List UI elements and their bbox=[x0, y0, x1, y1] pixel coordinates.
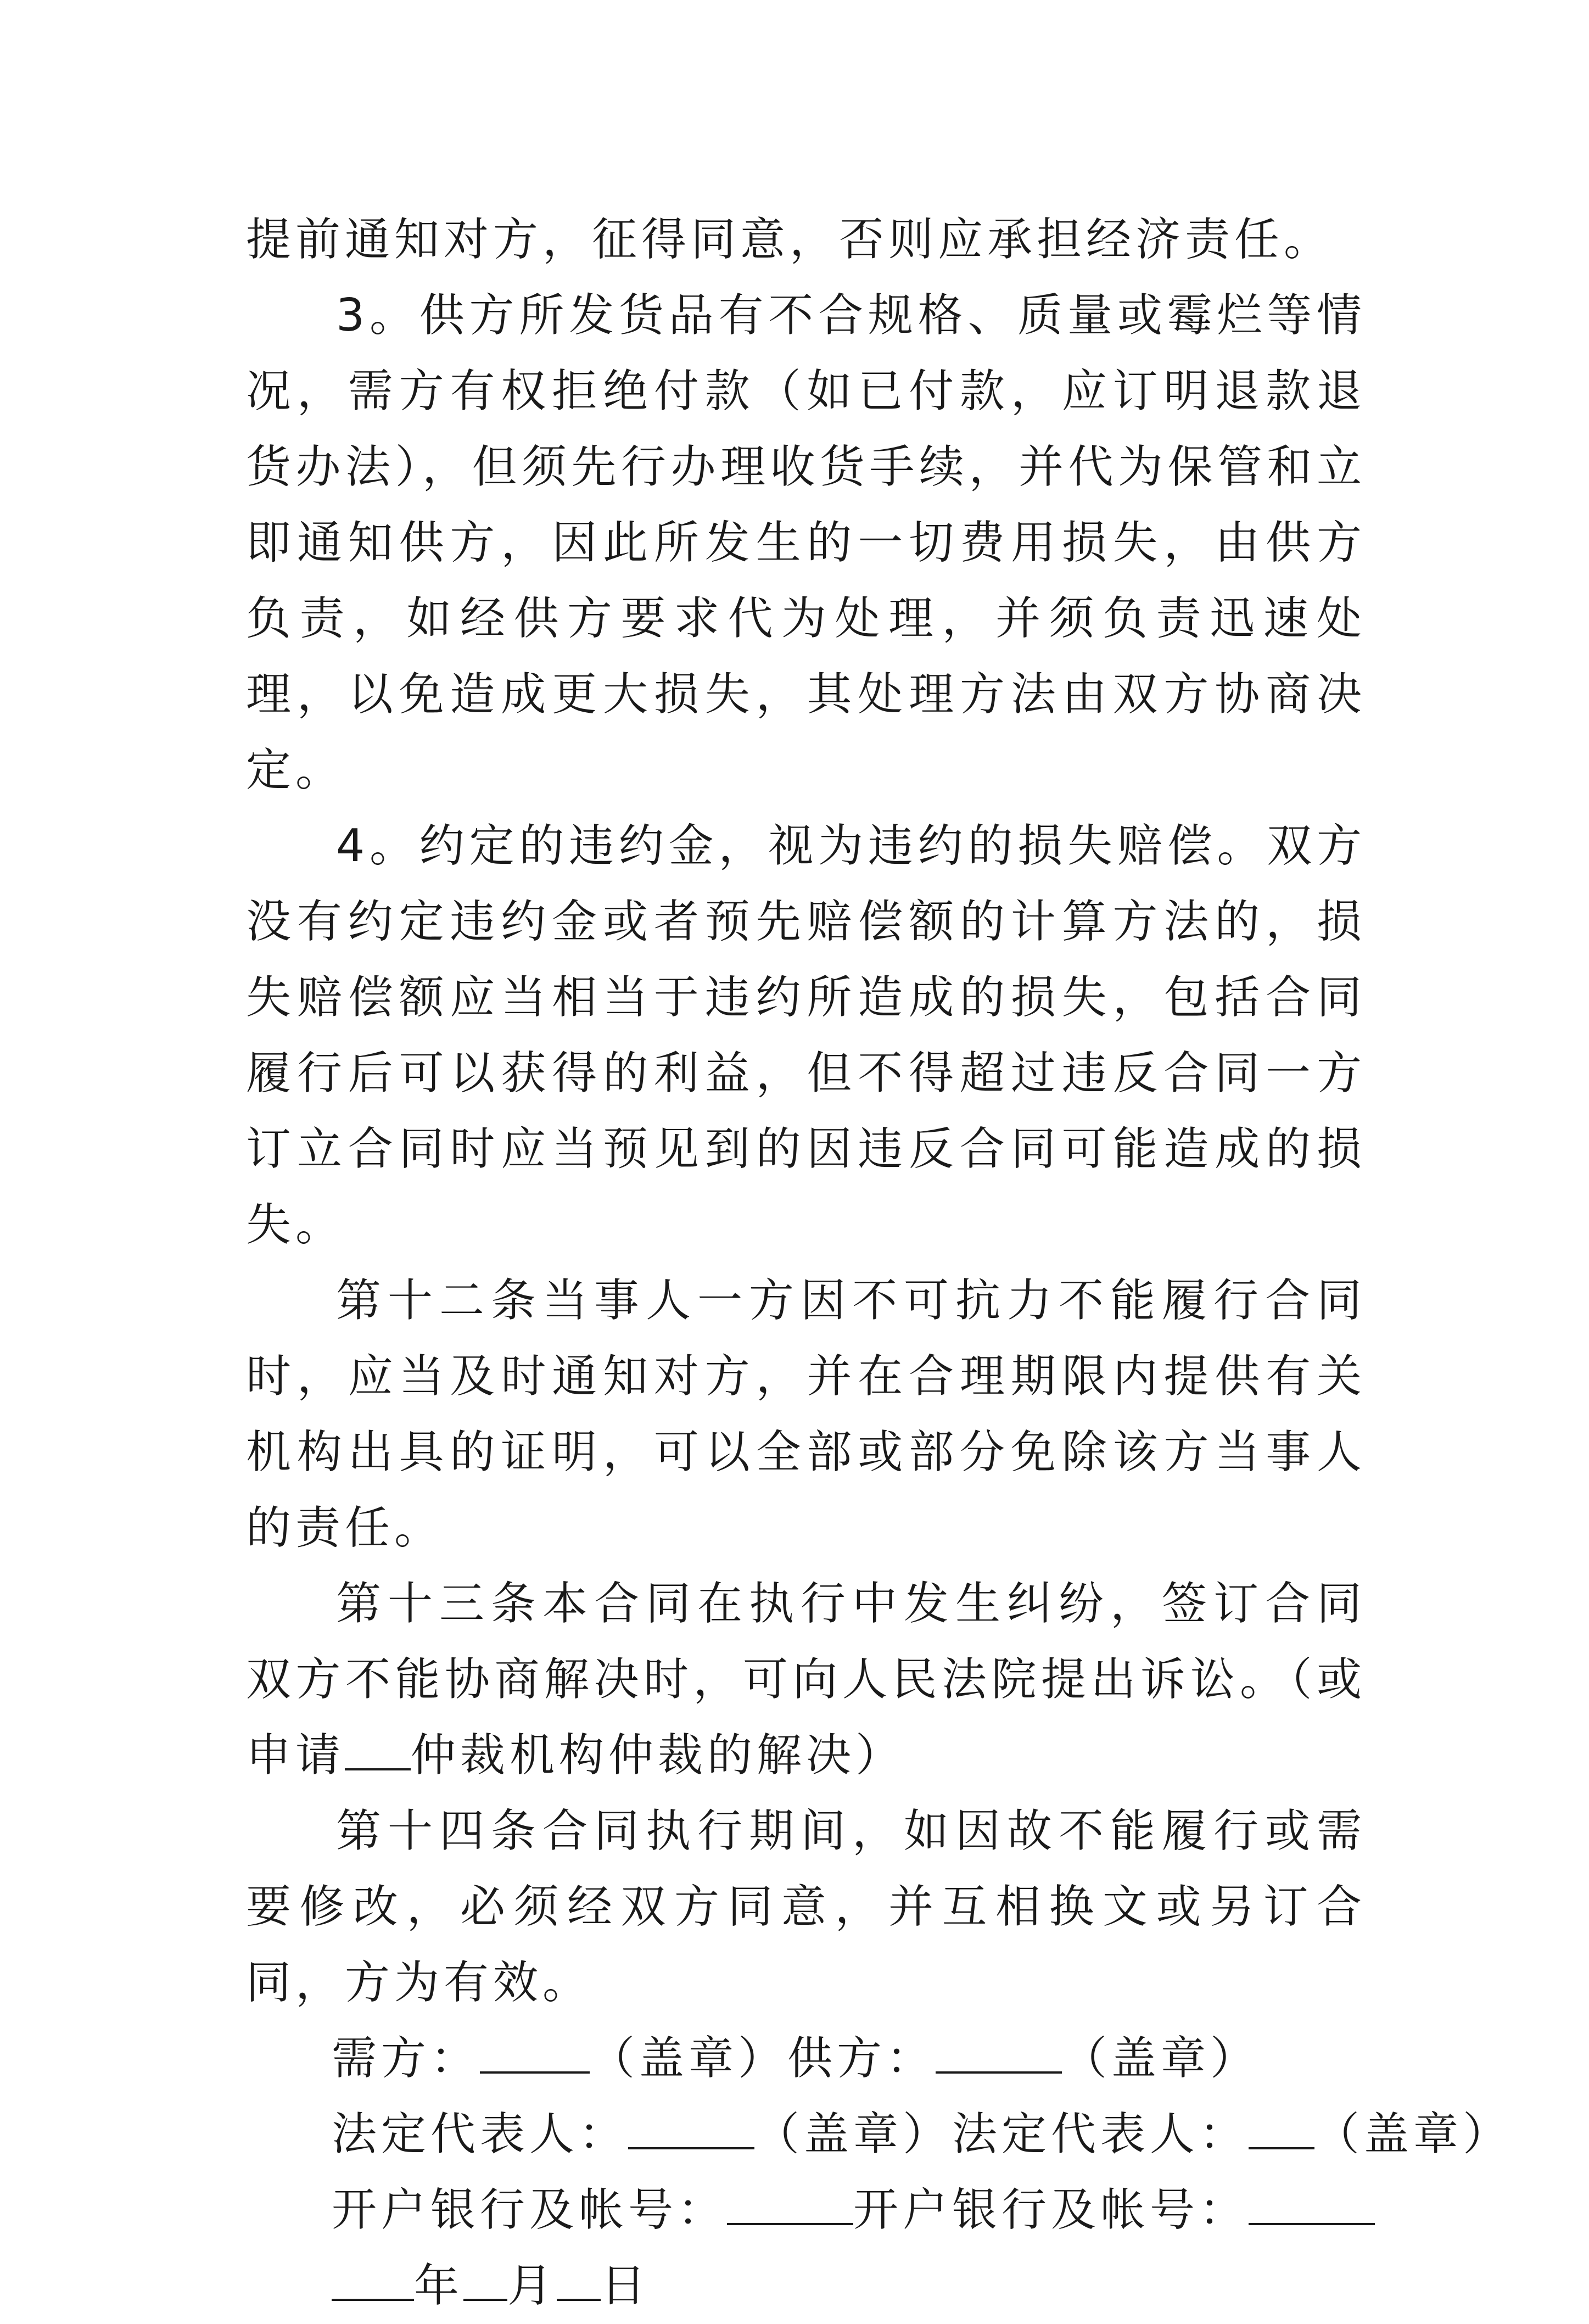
signature-line-parties bbox=[246, 2021, 1366, 2097]
demand-bank-label: 开户银行及帐号： bbox=[332, 2184, 728, 2236]
demand-party-label: 需方： bbox=[332, 2032, 480, 2085]
supply-legal-rep-seal: （盖章） bbox=[1314, 2108, 1513, 2160]
supply-legal-rep-label: 法定代表人： bbox=[952, 2108, 1249, 2160]
article-13-text-after: 仲裁机构仲裁的解决） bbox=[411, 1729, 905, 1781]
arbitration-blank bbox=[345, 1725, 411, 1770]
paragraph-article-14: 第十四条合同执行期间，如因故不能履行或需要修改，必须经双方同意，并互相换文或另订合同，方为有效。 bbox=[246, 1805, 1366, 2009]
supply-bank-blank bbox=[1249, 2180, 1375, 2225]
month-label: 月 bbox=[507, 2260, 557, 2312]
day-blank bbox=[557, 2256, 601, 2301]
paragraph-notice-continuation: 提前通知对方，征得同意，否则应承担经济责任。 bbox=[246, 214, 1334, 266]
signature-line-bank bbox=[246, 2172, 1366, 2248]
supply-bank-label: 开户银行及帐号： bbox=[853, 2184, 1249, 2236]
supply-party-label: 供方： bbox=[787, 2032, 936, 2085]
demand-legal-rep-label: 法定代表人： bbox=[332, 2108, 629, 2160]
signature-line-legal-rep bbox=[246, 2097, 1513, 2172]
demand-seal-label: （盖章） bbox=[590, 2032, 788, 2085]
demand-legal-rep-seal: （盖章） bbox=[754, 2108, 953, 2160]
supply-legal-rep-blank bbox=[1249, 2104, 1314, 2149]
month-blank bbox=[463, 2256, 507, 2301]
contract-body bbox=[246, 202, 1513, 2324]
signature-line-date bbox=[246, 2248, 1366, 2324]
supply-seal-label: （盖章） bbox=[1062, 2032, 1260, 2085]
demand-party-blank bbox=[480, 2029, 590, 2074]
year-blank bbox=[332, 2256, 414, 2301]
demand-bank-blank bbox=[727, 2180, 853, 2225]
paragraph-clause-3: 3。供方所发货品有不合规格、质量或霉烂等情况，需方有权拒绝付款（如已付款，应订明退款退货办法），但须先行办理收货手续，并代为保管和立即通知供方，因此所发生的一切费用损失，由供方负责，如经供方要求代为处理，并须负责迅速处理，以免造成更大损失，其处理方法由双方协商决定。 bbox=[246, 289, 1366, 796]
paragraph-article-13 bbox=[246, 1566, 1366, 1794]
day-label: 日 bbox=[601, 2260, 651, 2312]
paragraph-clause-4: 4。约定的违约金，视为违约的损失赔偿。双方没有约定违约金或者预先赔偿额的计算方法的，损失赔偿额应当相当于违约所造成的损失，包括合同履行后可以获得的利益，但不得超过违反合同一方订立合同时应当预见到的因违反合同可能造成的损失。 bbox=[246, 820, 1366, 1251]
article-13-text-before: 第十三条本合同在执行中发生纠纷，签订合同双方不能协商解决时，可向人民法院提出诉讼。（或申请 bbox=[246, 1578, 1366, 1781]
supply-party-blank bbox=[936, 2029, 1062, 2074]
year-label: 年 bbox=[414, 2260, 464, 2312]
demand-legal-rep-blank bbox=[628, 2104, 754, 2149]
paragraph-article-12: 第十二条当事人一方因不可抗力不能履行合同时，应当及时通知对方，并在合理期限内提供有关机构出具的证明，可以全部或部分免除该方当事人的责任。 bbox=[246, 1275, 1366, 1554]
